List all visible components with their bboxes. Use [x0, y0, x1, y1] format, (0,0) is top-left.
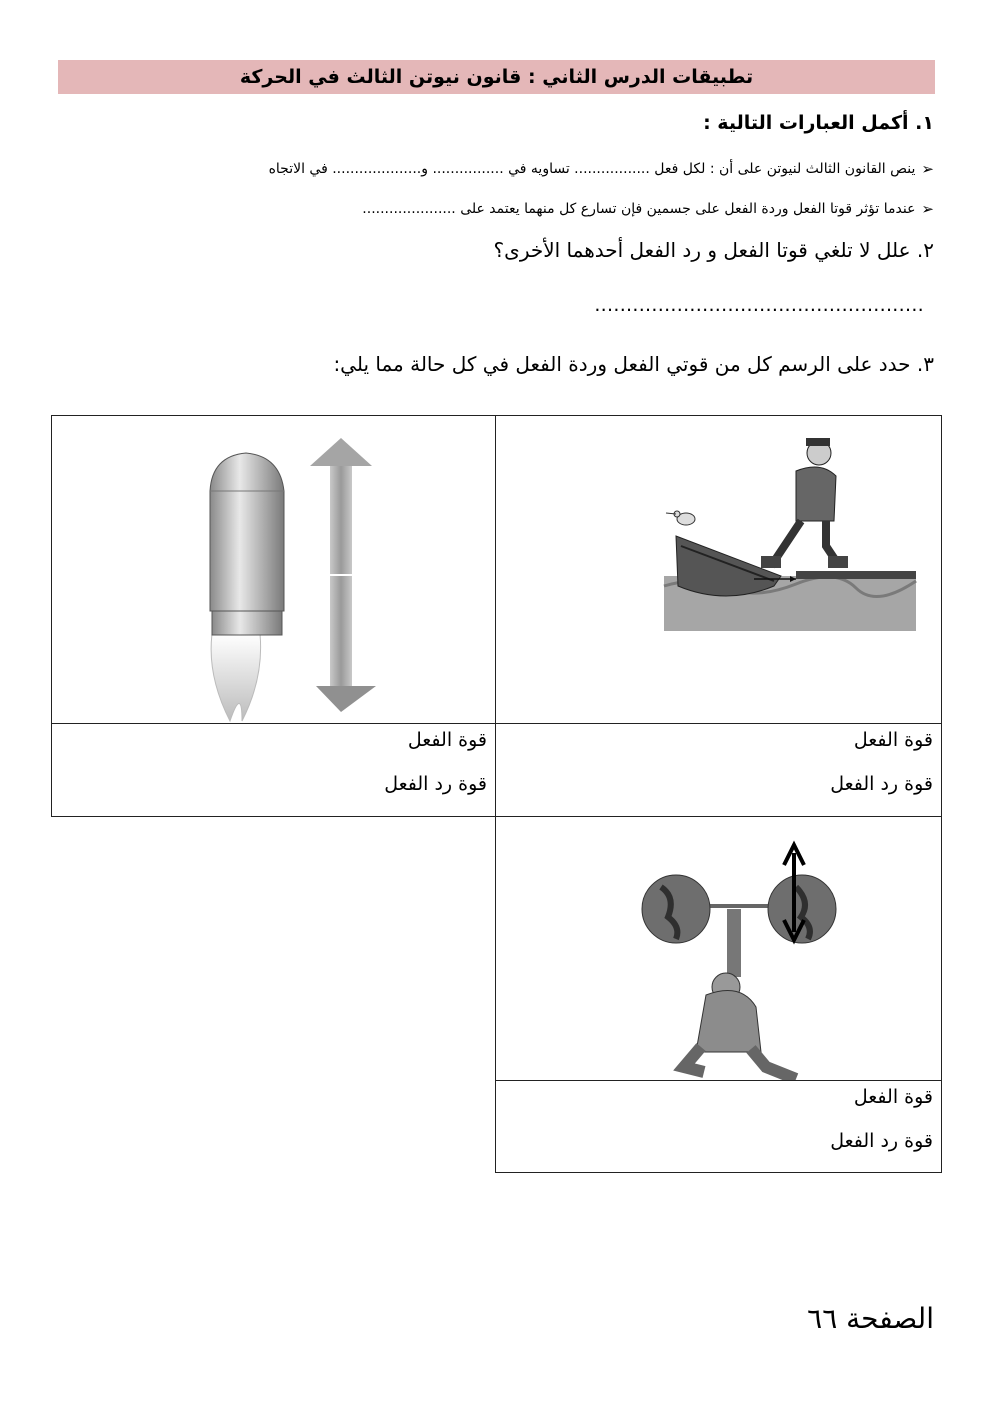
- page-number: الصفحة ٦٦: [807, 1302, 934, 1335]
- action-label: قوة الفعل: [853, 729, 933, 751]
- rocket-body: [210, 453, 284, 611]
- rocket-flame: [211, 634, 261, 721]
- caption-cell-lifter: [495, 1080, 942, 1173]
- lifter-torso: [696, 991, 761, 1052]
- weightlifter-illustration: [496, 817, 943, 1082]
- image-cell-lifter: [495, 816, 942, 1081]
- down-arrow-head: [316, 686, 376, 712]
- action-label: قوة الفعل: [407, 729, 487, 751]
- rocket-nozzle: [212, 611, 282, 635]
- bullet-text-2: عندما تؤثر قوتا الفعل وردة الفعل على جسمين فإن تسارع كل منهما يعتمد على .....................: [362, 201, 916, 217]
- reaction-label: قوة رد الفعل: [830, 773, 933, 795]
- caption-cell-rocket: [51, 723, 496, 817]
- page-title-text: تطبيقات الدرس الثاني : قانون نيوتن الثالث في الحركة: [239, 66, 754, 88]
- image-cell-boat: [495, 415, 942, 724]
- question-1-heading: ١. أكمل العبارات التالية :: [703, 112, 934, 134]
- up-arrow-shaft: [330, 464, 352, 574]
- reaction-label: قوة رد الفعل: [384, 773, 487, 795]
- bullet-item-2: [362, 200, 934, 218]
- man-body: [796, 467, 836, 521]
- answer-line: ....................................................: [594, 294, 924, 316]
- dock: [796, 571, 916, 579]
- action-label: قوة الفعل: [853, 1086, 933, 1108]
- page-title: [58, 60, 935, 94]
- bullet-arrow-icon: ➢: [921, 200, 934, 218]
- image-cell-rocket: [51, 415, 496, 724]
- caption-cell-boat: [495, 723, 942, 817]
- bullet-arrow-icon: ➢: [921, 160, 934, 178]
- bullet-item-1: [269, 160, 934, 178]
- down-arrow-shaft: [330, 576, 352, 686]
- rocket-illustration: [52, 416, 497, 725]
- boat-man-illustration: [496, 416, 943, 725]
- up-arrow-head: [310, 438, 372, 466]
- question-2-text: ٢. علل لا تلغي قوتا الفعل و رد الفعل أحدهما الأخرى؟: [493, 238, 934, 262]
- question-3-text: ٣. حدد على الرسم كل من قوتي الفعل وردة الفعل في كل حالة مما يلي:: [333, 352, 934, 376]
- bullet-text-1: ينص القانون الثالث لنيوتن على أن : لكل فعل ................. تساويه في ................ و.................... في الاتجاه: [268, 161, 916, 177]
- reaction-label: قوة رد الفعل: [830, 1130, 933, 1152]
